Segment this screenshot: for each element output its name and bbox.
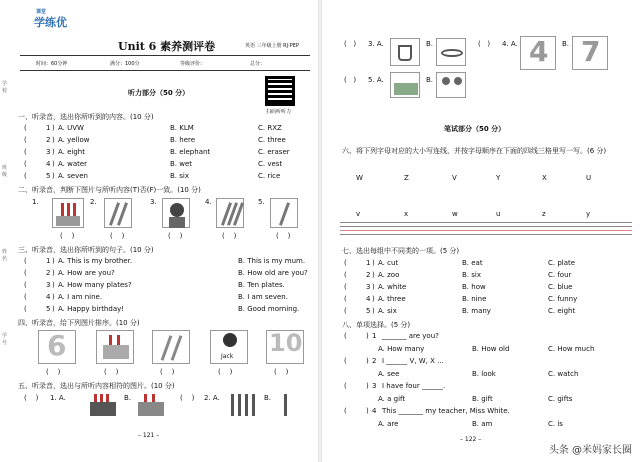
q3-5-b[interactable]: B. Good morning. (238, 305, 300, 313)
meta-score: 满分：100分 (110, 61, 140, 67)
q3-2-num: 2 (46, 269, 51, 277)
page-number-left: – 121 – (138, 432, 160, 439)
q5-1-b-label: B. (124, 394, 132, 402)
q8-3-question: I have four ______. (382, 382, 446, 390)
q3-4-b[interactable]: B. I am seven. (238, 293, 288, 301)
number-seven-picture[interactable]: 7 (572, 36, 608, 70)
number-ten-picture: 10 (266, 330, 304, 364)
q1-1-a[interactable]: A. UVW (58, 124, 84, 132)
q2-1-answer[interactable]: ( ) (60, 232, 75, 240)
section-three-title: 三、听录音，选出你所听到的句子。(10 分) (18, 246, 154, 254)
q1-4-b[interactable]: B. wet (170, 160, 193, 168)
q1-4-c[interactable]: C. vest (258, 160, 283, 168)
q5-5-paren[interactable]: ( ) (344, 76, 357, 84)
q7-4-num: 4 (366, 295, 371, 303)
q2-5-answer[interactable]: ( ) (276, 232, 291, 240)
left-page: 课堂 学练优 Unit 6 素养测评卷 英语 三年级上册 RJ·PEP 时间：60分钟 满分：100分 等级评价： 总分： 扫码听听力 听力部分（50 分） 一、听录音，选出你所听到的内容。(10 分) ( 1 ) A. UVW B. KLM C. RXZ ( 2 ) A. yellow B. here C. three ( 3 ) A. eight B. elephant C. eraser ( 4 ) A. water B. wet C. vest ( 5 ) A. seven B. six C. rice 二、听录音，判断下图片与所听内容(T)否(F)一致。(10 分) 1. 2. 3. 4. 5. ( ) ( ) ( ) ( ) ( ) 三、听录音，选出你所听到的句子。(10 分) ( 1 ) A. This is my brother. B. This is my mum. ( 2 ) A. How are you? B. How old are you? ( 3 ) A. How many plates? B. Ten plates. ( 4 ) A. I am nine. B. I am seven. ( 5 ) A. Happy birthday! B. Good morning. 四、听录音，给下列图片排序。(10 分) 6 Jack 10 ( ) ( ) ( ) ( ) ( ) 五、听录音，选出与所听内容相符的图片。(10 分) ( ) 1. A. B. ( ) 2. A. B. – 121 – 学 校 班 级 姓 名 学 号 (0, 0, 318, 462)
section-eight-title: 八、单项选择。(5 分) (342, 321, 411, 329)
q8-3-a[interactable]: A. a gift (378, 395, 406, 403)
q3-1-num: 1 (46, 257, 51, 265)
q2-1-num: 1. (32, 198, 39, 206)
jack-label: Jack (221, 353, 234, 360)
q1-3-num: 3 (46, 148, 51, 156)
q5-3-a-label: 3. A. (368, 40, 384, 48)
sticks-seq-picture (152, 330, 190, 364)
q3-1-a[interactable]: A. This is my brother. (58, 257, 133, 265)
q7-1-b[interactable]: B. eat (462, 259, 483, 267)
q3-1-b[interactable]: B. This is my mum. (238, 257, 306, 265)
q7-2-num: 2 (366, 271, 371, 279)
q7-4-b[interactable]: B. nine (462, 295, 487, 303)
q8-1-b[interactable]: B. How old (472, 345, 510, 353)
q5-1-paren[interactable]: ( ) (24, 394, 39, 402)
q7-3-a[interactable]: A. white (378, 283, 407, 291)
q4-4-answer[interactable]: ( ) (218, 368, 233, 376)
section-one-title: 一、听录音，选出你所听到的内容。(10 分) (18, 113, 154, 121)
meta-time: 时间：60分钟 (36, 61, 68, 67)
q8-4-a[interactable]: A. are (378, 420, 399, 428)
q1-5-c[interactable]: C. rice (258, 172, 281, 180)
q8-1-question: _______ are you? (382, 332, 439, 340)
q5-1-a-label: 1. A. (50, 394, 66, 402)
q3-5-num: 5 (46, 305, 51, 313)
q4-3-answer[interactable]: ( ) (160, 368, 175, 376)
q5-4-b-label: B. (562, 40, 570, 48)
q7-3-num: 3 (366, 283, 371, 291)
q1-2-num: 2 (46, 136, 51, 144)
q3-4-a[interactable]: A. I am nine. (58, 293, 103, 301)
q8-4-question: This _______ my teacher, Miss White. (382, 407, 510, 415)
section-two-title: 二、听录音，判断下图片与所听内容(T)否(F)一致。(10 分) (18, 186, 201, 194)
q5-4-paren[interactable]: ( ) (478, 40, 491, 48)
q5-3-b-label: B. (426, 40, 434, 48)
q1-2-b[interactable]: B. here (170, 136, 196, 144)
q8-4-b[interactable]: B. am (472, 420, 493, 428)
watermark: 头条 @米妈家长圈 (548, 445, 632, 456)
q1-5-b[interactable]: B. six (170, 172, 189, 180)
q5-2-paren[interactable]: ( ) (180, 394, 195, 402)
q7-1-num: 1 (366, 259, 371, 267)
q1-1-num: 1 (46, 124, 51, 132)
q8-2-b[interactable]: B. look (472, 370, 496, 378)
q8-4-num: 4 (372, 407, 377, 415)
q3-3-a[interactable]: A. How many plates? (58, 281, 132, 289)
q1-4-a[interactable]: A. water (58, 160, 88, 168)
q8-1-a[interactable]: A. How many (378, 345, 425, 353)
knives-a-picture[interactable] (226, 392, 260, 418)
q4-5-answer[interactable]: ( ) (274, 368, 289, 376)
section-four-title: 四、听录音，给下列图片排序。(10 分) (18, 319, 140, 327)
qr-label: 扫码听听力 (266, 109, 292, 115)
q7-2-a[interactable]: A. zoo (378, 271, 400, 279)
q7-4-c[interactable]: C. funny (548, 295, 578, 303)
q1-2-c[interactable]: C. three (258, 136, 286, 144)
q7-5-b[interactable]: B. many (462, 307, 491, 315)
q7-1-a[interactable]: A. cut (378, 259, 399, 267)
cake-a-picture[interactable] (86, 392, 120, 418)
q1-5-num: 5 (46, 172, 51, 180)
q8-3-b[interactable]: B. gift (472, 395, 493, 403)
sticks-picture (104, 198, 132, 228)
birthday-cake-picture (52, 198, 84, 228)
q8-2-c[interactable]: C. watch (548, 370, 579, 378)
knife-b-picture[interactable] (274, 392, 298, 418)
boy-picture (162, 198, 190, 228)
brand-top: 课堂 (36, 9, 47, 15)
q7-3-b[interactable]: B. how (462, 283, 486, 291)
q2-2-num: 2. (90, 198, 97, 206)
qr-code-icon[interactable] (265, 76, 295, 106)
meta-total: 总分： (250, 61, 266, 67)
q7-3-c[interactable]: C. blue (548, 283, 573, 291)
q7-2-b[interactable]: B. six (462, 271, 481, 279)
section-five-title: 五、听录音，选出与所听内容相符的图片。(10 分) (18, 382, 175, 390)
q1-3-c[interactable]: C. eraser (258, 148, 290, 156)
q5-2-a-label: 2. A. (204, 394, 220, 402)
sticks-picture-3 (270, 198, 298, 228)
section-six-title: 六、将下列字母对应的大小写连线，并按字母顺序在下面的四线三格里写一写。(6 分) (342, 147, 607, 155)
q7-5-a[interactable]: A. six (378, 307, 397, 315)
zoo-picture[interactable] (390, 72, 420, 98)
four-line-grid[interactable] (340, 222, 632, 238)
q7-2-c[interactable]: C. four (548, 271, 572, 279)
q8-2-num: 2 (372, 357, 377, 365)
q3-3-num: 3 (46, 281, 51, 289)
q8-1-c[interactable]: C. How much (548, 345, 595, 353)
q2-2-answer[interactable]: ( ) (110, 232, 125, 240)
q7-1-c[interactable]: C. plate (548, 259, 576, 267)
q5-5-b-label: B. (426, 76, 434, 84)
q1-1-paren[interactable]: ( (24, 124, 27, 132)
q8-4-c[interactable]: C. is (548, 420, 563, 428)
q3-5-a[interactable]: A. Happy birthday! (58, 305, 125, 313)
q2-5-num: 5. (258, 198, 265, 206)
cup-picture[interactable] (390, 38, 420, 66)
q2-3-answer[interactable]: ( ) (168, 232, 183, 240)
edition: 英语 三年级上册 RJ·PEP (245, 43, 299, 49)
q3-3-b[interactable]: B. Ten plates. (238, 281, 285, 289)
brand-logo: 学练优 (34, 16, 67, 29)
jack-picture (210, 330, 248, 364)
q1-5-a[interactable]: A. seven (58, 172, 88, 180)
q5-2-b-label: B. (264, 394, 272, 402)
right-page: ( ) 3. A. B. ( ) 4. A. 4 B. 7 ( ) 5. A. B. 笔试部分（50 分） 六、将下列字母对应的大小写连线，并按字母顺序在下面的四线三格里写一写。(6 分) W Z V Y X U v x w u z y 七、选出每组中不同类的一项。(5 分) ( 1 ) A. cut B. eat C. plate ( 2 ) A. zoo B. six C. four ( 3 ) A. white B. how C. blue ( 4 ) A. three B. nine C. funny ( 5 ) A. six B. many C. eight 八、单项选择。(5 分) ( ) 1 _______ are you? A. How many B. How old C. How much ( ) 2 I ______ V, W, X ... A. see B. look C. watch ( ) 3 I have four ______. A. a gift B. gift C. gifts ( ) 4 This _______ my teacher, Miss White. A. are B. am C. is – 122 – 头条 @米妈家长圈 (322, 0, 640, 462)
plate-picture[interactable] (436, 38, 466, 66)
q8-3-num: 3 (372, 382, 377, 390)
q5-3-paren[interactable]: ( ) (344, 40, 357, 48)
q1-3-a[interactable]: A. eight (58, 148, 85, 156)
written-header: 笔试部分（50 分） (444, 125, 506, 133)
q8-2-a[interactable]: A. see (378, 370, 400, 378)
q3-2-b[interactable]: B. How old are you? (238, 269, 308, 277)
q2-4-num: 4. (205, 198, 212, 206)
number-four-picture[interactable]: 4 (520, 36, 556, 70)
q7-5-c[interactable]: C. eight (548, 307, 576, 315)
sticks-picture-2 (216, 198, 244, 228)
number-six-picture: 6 (38, 330, 76, 364)
q5-5-a-label: 5. A. (368, 76, 384, 84)
q4-2-answer[interactable]: ( ) (104, 368, 119, 376)
sidebar-fields: 学 校 班 级 姓 名 学 号 (2, 81, 8, 346)
meta-level: 等级评价： (180, 61, 206, 67)
q2-3-num: 3. (150, 198, 157, 206)
listen-header: 听力部分（50 分） (128, 89, 190, 97)
q1-4-num: 4 (46, 160, 51, 168)
section-seven-title: 七、选出每组中不同类的一项。(5 分) (342, 247, 460, 255)
q1-2-a[interactable]: A. yellow (58, 136, 90, 144)
q4-1-answer[interactable]: ( ) (46, 368, 61, 376)
q1-1-c[interactable]: C. RXZ (258, 124, 282, 132)
q7-4-a[interactable]: A. three (378, 295, 406, 303)
q3-2-a[interactable]: A. How are you? (58, 269, 115, 277)
q7-5-num: 5 (366, 307, 371, 315)
cake-b-picture[interactable] (134, 392, 168, 418)
q8-2-question: I ______ V, W, X ... (382, 357, 444, 365)
q2-4-answer[interactable]: ( ) (222, 232, 237, 240)
cake-picture (96, 330, 134, 364)
kids-picture[interactable] (436, 72, 466, 98)
q1-1-b[interactable]: B. KLM (170, 124, 194, 132)
page-title: Unit 6 素养测评卷 (118, 40, 216, 53)
q8-3-c[interactable]: C. gifts (548, 395, 573, 403)
q5-4-a-label: 4. A. (502, 40, 518, 48)
q1-3-b[interactable]: B. elephant (170, 148, 211, 156)
q3-4-num: 4 (46, 293, 51, 301)
q8-1-num: 1 (372, 332, 377, 340)
page-number-right: – 122 – (460, 436, 482, 443)
